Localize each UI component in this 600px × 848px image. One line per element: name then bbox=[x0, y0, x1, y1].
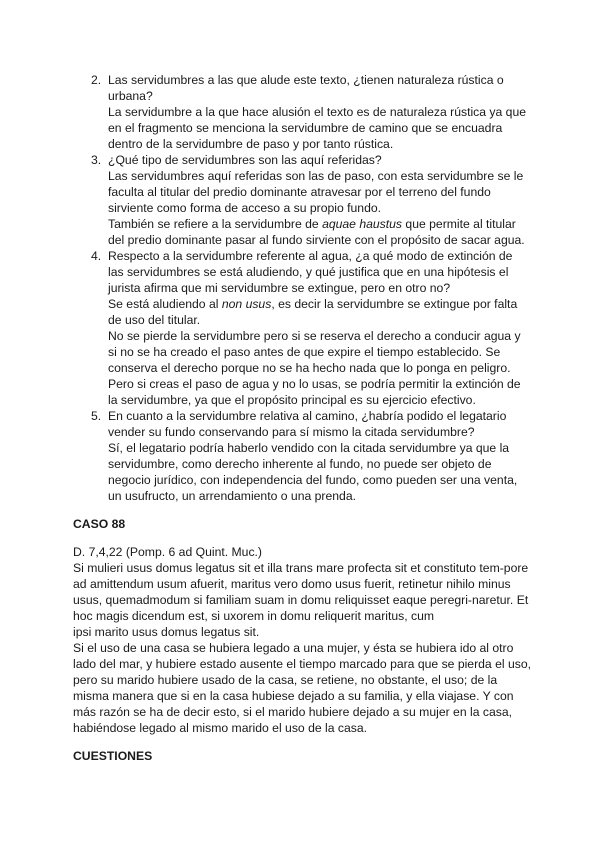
answer-text-pre: Se está aludiendo al bbox=[108, 297, 222, 311]
question-text: Respecto a la servidumbre referente al agua, ¿a qué modo de extinción de bbox=[108, 249, 513, 263]
latin-text-line: ad amittendum usum afuerit, maritus vero domo usus fuerit, retinetur nihilo minus bbox=[73, 577, 511, 591]
answer-text: de uso del titular. bbox=[108, 313, 201, 327]
citation: D. 7,4,22 (Pomp. 6 ad Quint. Muc.) bbox=[73, 545, 262, 559]
answer-text bbox=[108, 296, 517, 312]
answer-text: en el fragmento se menciona la servidumbre de camino que se encuadra bbox=[108, 121, 503, 135]
question-text: ¿Qué tipo de servidumbres son las aquí referidas? bbox=[108, 153, 382, 167]
answer-text-post: , es decir la servidumbre se extingue por falta bbox=[271, 297, 518, 311]
latin-text-line: Si mulieri usus domus legatus sit et illa trans mare profecta sit et constituto tem-pore bbox=[73, 561, 529, 575]
spanish-text-line: lado del mar, y hubiere estado ausente el tiempo marcado para que se pierda el uso, bbox=[73, 657, 531, 671]
spanish-text-line: Si el uso de una casa se hubiera legado a una mujer, y ésta se hubiera ido al otro bbox=[73, 641, 514, 655]
question-text: las servidumbres se está aludiendo, y qué justifica que en una hipótesis el bbox=[108, 265, 509, 279]
spanish-text-line: habiéndose legado al mismo marido el uso de la casa. bbox=[73, 721, 368, 735]
answer-text: si no se ha creado el paso antes de que expire el tiempo establecido. Se bbox=[108, 345, 501, 359]
answer-text: del predio dominante pasar al fundo sirviente con el propósito de sacar agua. bbox=[108, 233, 525, 247]
answer-text: un usufructo, un arrendamiento o una prenda. bbox=[108, 489, 356, 503]
question-number: 2. bbox=[91, 73, 102, 87]
question-number: 5. bbox=[91, 409, 102, 423]
answer-text: Sí, el legatario podría haberlo vendido con la citada servidumbre ya que la bbox=[108, 441, 510, 455]
answer-text-post: que permite al titular bbox=[402, 217, 516, 231]
latin-term: non usus bbox=[221, 297, 272, 311]
case-title: CASO 88 bbox=[73, 517, 126, 531]
latin-text-line: usus, quemadmodum si familiam suam in domu reliquisset eaque peregri-naretur. Et bbox=[73, 593, 529, 607]
question-text: Las servidumbres a las que alude este texto, ¿tienen naturaleza rústica o bbox=[108, 73, 504, 87]
answer-text: La servidumbre a la que hace alusión el texto es de naturaleza rústica ya que bbox=[108, 105, 527, 119]
latin-term: aquae haustus bbox=[322, 217, 403, 231]
answer-text: conserva el derecho porque no se ha hecho nada que lo ponga en peligro. bbox=[108, 361, 511, 375]
answer-text: la servidumbre, ya que el propósito principal es su ejercicio efectivo. bbox=[108, 393, 476, 407]
question-number: 4. bbox=[91, 249, 102, 263]
question-text: urbana? bbox=[108, 89, 153, 103]
answer-text: Pero si creas el paso de agua y no lo usas, se podría permitir la extinción de bbox=[108, 377, 521, 391]
questions-heading: CUESTIONES bbox=[73, 749, 153, 763]
answer-text: dentro de la servidumbre de paso y por tanto rústica. bbox=[108, 137, 394, 151]
spanish-text-line: más razón se ha de decir esto, si el marido hubiere dejado a su mujer en la casa, bbox=[73, 705, 512, 719]
latin-text-line: ipsi marito usus domus legatus sit. bbox=[73, 625, 260, 639]
latin-text-line: hoc magis dicendum est, si uxorem in domu reliquerit maritus, cum bbox=[73, 609, 435, 623]
question-number: 3. bbox=[91, 153, 102, 167]
answer-text bbox=[108, 216, 516, 232]
answer-text: Las servidumbres aquí referidas son las de paso, con esta servidumbre se le bbox=[108, 169, 524, 183]
answer-text: No se pierde la servidumbre pero si se reserva el derecho a conducir agua y bbox=[108, 329, 521, 343]
answer-text: sirviente como forma de acceso a su propio fundo. bbox=[108, 201, 382, 215]
answer-text: servidumbre, como derecho inherente al fundo, no puede ser objeto de bbox=[108, 457, 492, 471]
answer-text-pre: También se refiere a la servidumbre de bbox=[108, 217, 323, 231]
question-text: En cuanto a la servidumbre relativa al camino, ¿habría podido el legatario bbox=[108, 409, 507, 423]
answer-text: negocio jurídico, con independencia del fundo, como pueden ser una venta, bbox=[108, 473, 518, 487]
spanish-text-line: misma manera que si en la casa hubiese dejado a su familia, y ella viajase. Y con bbox=[73, 689, 514, 703]
question-text: jurista afirma que mi servidumbre se extingue, pero en otro no? bbox=[108, 281, 451, 295]
question-text: vender su fundo conservando para sí mismo la citada servidumbre? bbox=[108, 425, 475, 439]
spanish-text-line: pero su marido hubiere usado de la casa, se retiene, no obstante, el uso; de la bbox=[73, 673, 498, 687]
answer-text: faculta al titular del predio dominante atravesar por el terreno del fundo bbox=[108, 185, 491, 199]
